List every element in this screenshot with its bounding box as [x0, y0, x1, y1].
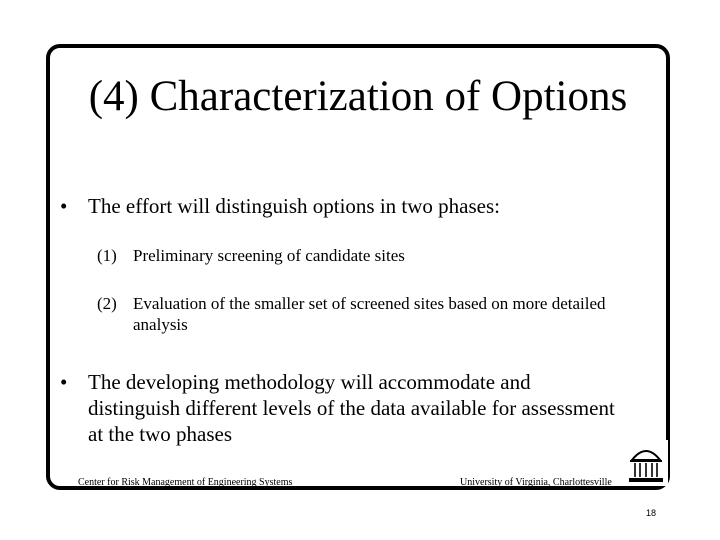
- page-number: 18: [646, 508, 657, 518]
- bullet-text: The effort will distinguish options in two phases:: [88, 194, 501, 218]
- sub-item-text: Preliminary screening of candidate sites: [133, 246, 405, 265]
- sub-item: [97, 293, 637, 335]
- sub-item-number: (1): [97, 246, 117, 265]
- sub-item-text: Evaluation of the smaller set of screened sites based on more detailed analysis: [133, 294, 606, 334]
- bullet-item: [60, 369, 620, 447]
- footer-university: University of Virginia, Charlottesville: [460, 477, 612, 488]
- sub-item-number: (2): [97, 294, 117, 313]
- slide-title: (4) Characterization of Options: [88, 73, 628, 120]
- bullet-text: The developing methodology will accommodate and distinguish different levels of the data available for assessment at the two phases: [88, 370, 615, 446]
- bullet-marker: •: [60, 194, 68, 218]
- bullet-marker: •: [60, 370, 68, 394]
- rotunda-logo-icon: [624, 440, 668, 486]
- sub-item: [97, 245, 637, 266]
- bullet-item: [60, 193, 620, 219]
- footer-organization: Center for Risk Management of Engineering Systems: [78, 477, 293, 488]
